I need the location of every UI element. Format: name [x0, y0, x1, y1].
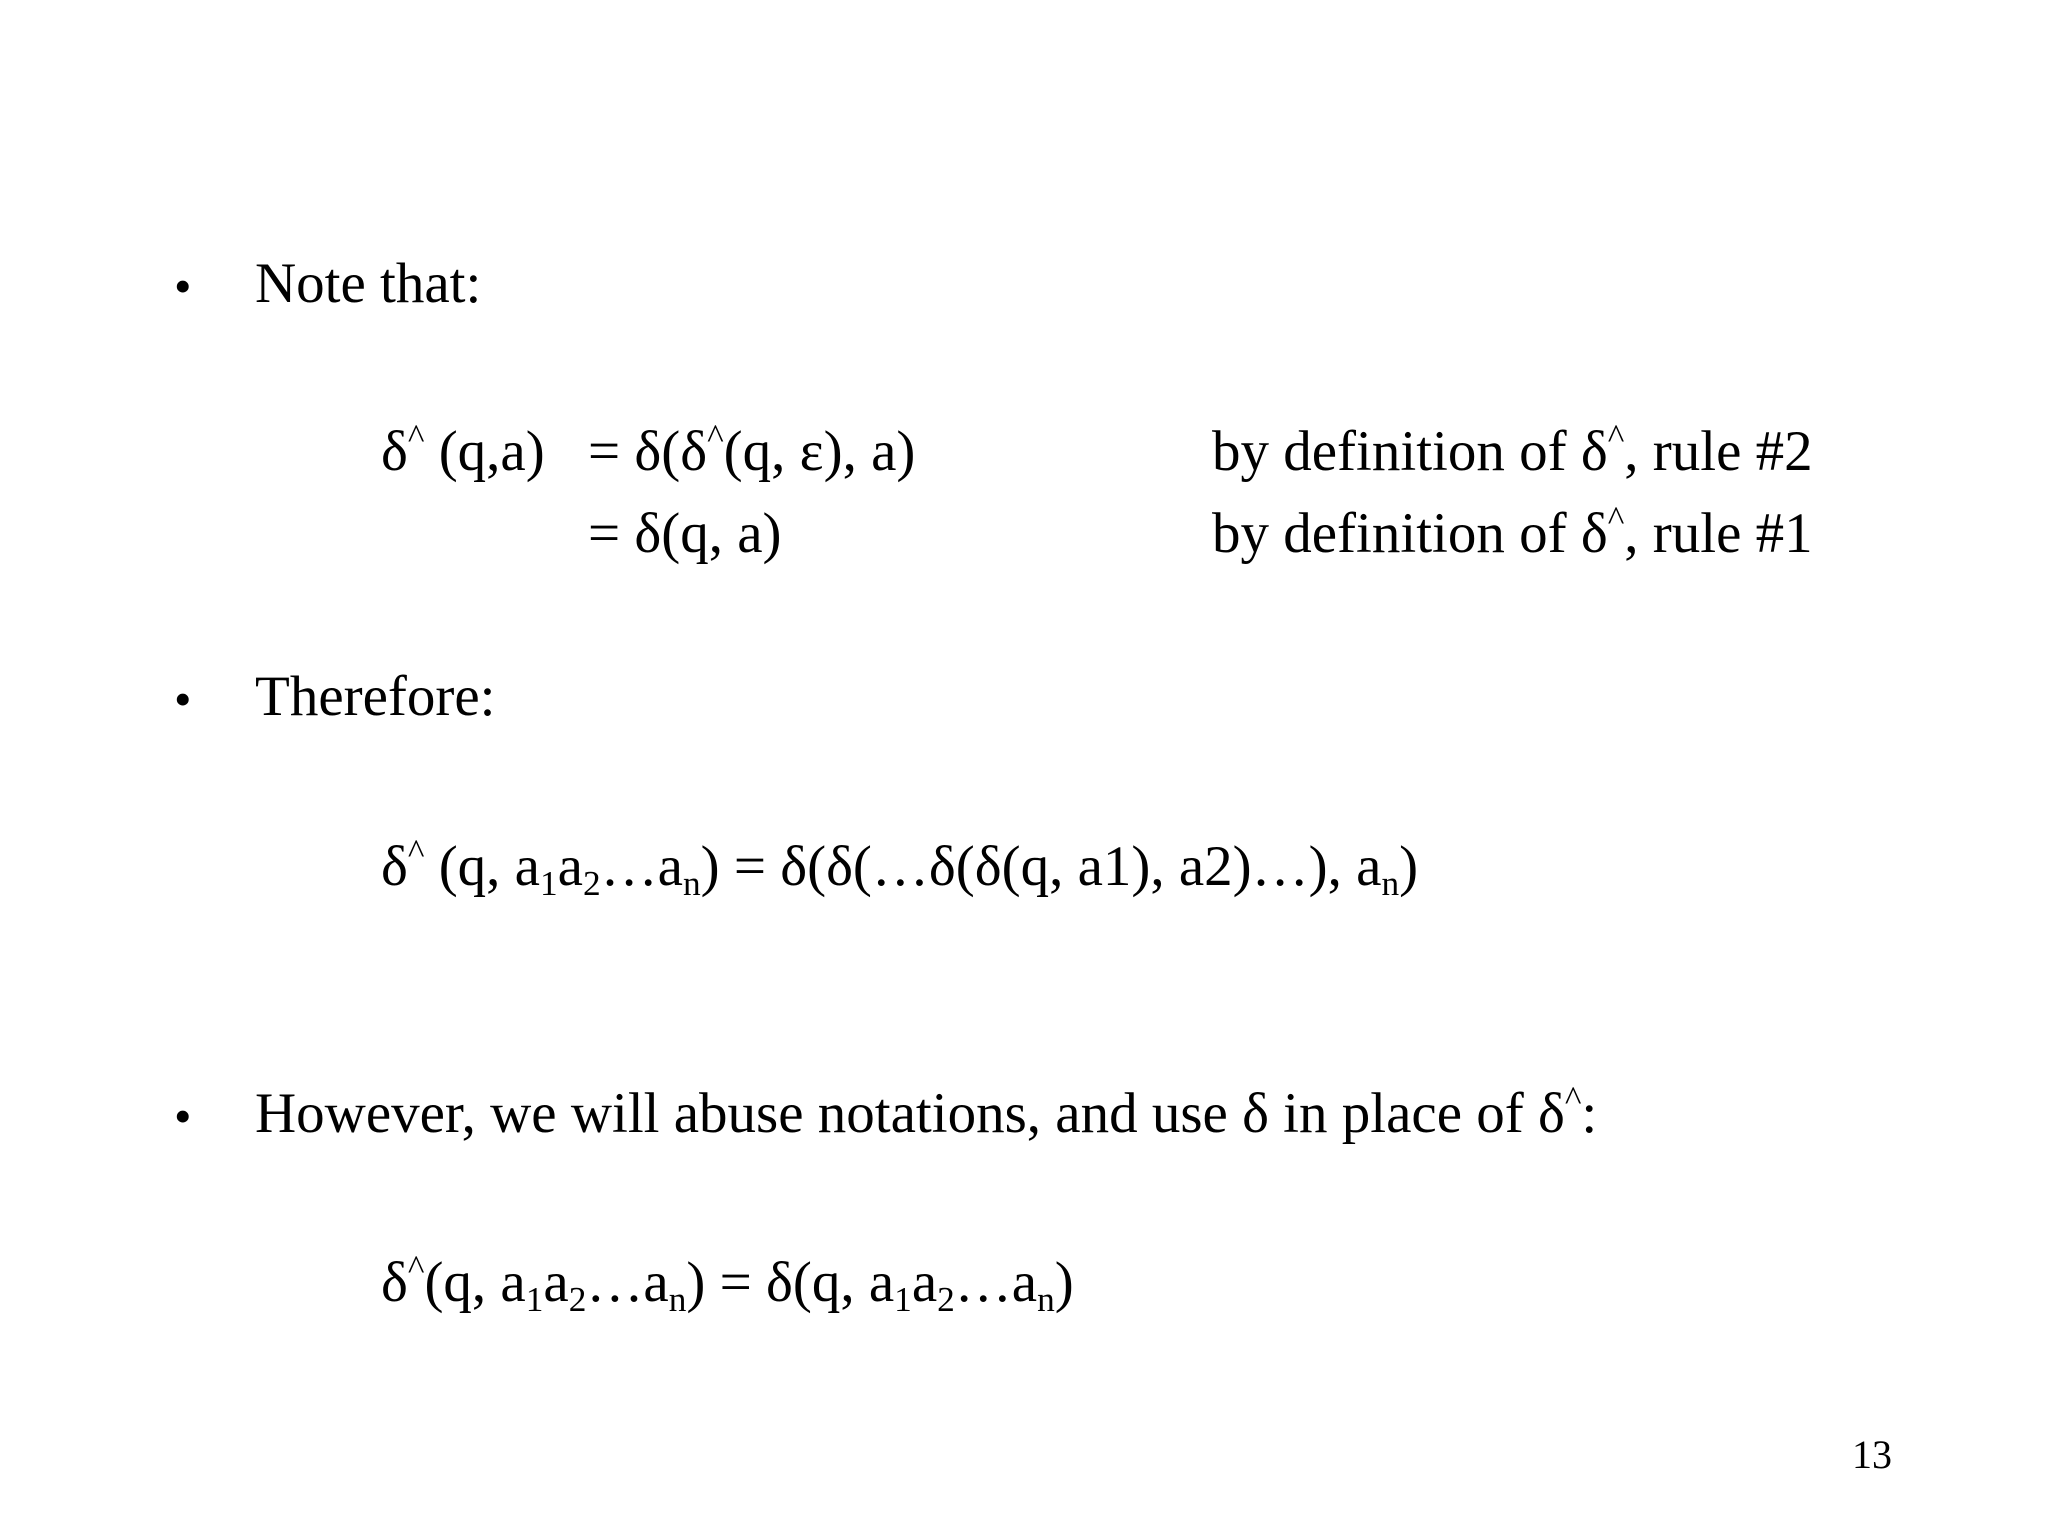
subscript: 2	[937, 1279, 955, 1319]
subscript: 1	[894, 1279, 912, 1319]
hat-superscript: ^	[1607, 417, 1625, 457]
subscript: 1	[525, 1279, 544, 1319]
subscript: n	[1037, 1279, 1055, 1319]
eq-part: …a	[600, 835, 683, 898]
bullet-text	[255, 1079, 1598, 1145]
subscript: 2	[582, 863, 601, 903]
rhs-part-a: = δ(δ	[588, 420, 708, 483]
hat-superscript: ^	[707, 417, 724, 457]
bullet-text-main: However, we will abuse notations, and use δ in place of δ	[255, 1082, 1565, 1145]
reason-part-b: , rule #2	[1624, 420, 1813, 483]
hat-superscript: ^	[407, 832, 425, 872]
rhs-part-b: (q, ε), a)	[723, 420, 916, 483]
eq-part: (q, a	[424, 1251, 526, 1314]
derivation-line-1-lhs	[381, 417, 545, 483]
subscript: n	[668, 1279, 687, 1319]
eq-part: a	[911, 1251, 938, 1314]
derivation-line-2-reason	[1212, 499, 1813, 565]
final-equation	[381, 1248, 1074, 1319]
eq-part: ) = δ(δ(…δ(δ(q, a1), a2)…), a	[700, 835, 1382, 898]
therefore-equation	[381, 832, 1419, 903]
hat-superscript: ^	[407, 417, 425, 457]
hat-superscript: ^	[407, 1248, 425, 1288]
rhs-text: = δ(q, a)	[588, 502, 782, 565]
eq-part: …a	[954, 1251, 1038, 1314]
eq-part: ) = δ(q, a	[686, 1251, 895, 1314]
derivation-line-1-reason	[1212, 417, 1813, 483]
page-number: 13	[1852, 1432, 1892, 1477]
reason-part-a: by definition of δ	[1212, 420, 1608, 483]
delta-symbol: δ	[381, 420, 408, 483]
subscript: 2	[568, 1279, 587, 1319]
eq-part: …a	[586, 1251, 669, 1314]
lhs-args: (q,a)	[424, 420, 545, 483]
bullet-marker: •	[174, 258, 192, 314]
reason-part-b: , rule #1	[1624, 502, 1813, 565]
derivation-line-1-rhs	[588, 417, 916, 483]
hat-superscript: ^	[1564, 1079, 1582, 1119]
delta-symbol: δ	[381, 1251, 408, 1314]
delta-symbol: δ	[381, 835, 408, 898]
subscript: n	[682, 863, 701, 903]
eq-part: (q, a	[424, 835, 540, 898]
bullet-colon: :	[1581, 1082, 1598, 1145]
eq-part: )	[1054, 1251, 1074, 1314]
bullet-text: Note that:	[255, 252, 482, 315]
reason-part-a: by definition of δ	[1212, 502, 1608, 565]
eq-part: a	[557, 835, 583, 898]
derivation-line-2-rhs	[588, 502, 782, 565]
bullet-text: Therefore:	[255, 665, 496, 728]
eq-part: a	[543, 1251, 569, 1314]
hat-superscript: ^	[1607, 499, 1625, 539]
subscript: 1	[539, 863, 558, 903]
bullet-marker: •	[174, 1088, 192, 1144]
subscript: n	[1381, 863, 1400, 903]
eq-part: )	[1399, 835, 1419, 898]
bullet-marker: •	[174, 671, 192, 727]
